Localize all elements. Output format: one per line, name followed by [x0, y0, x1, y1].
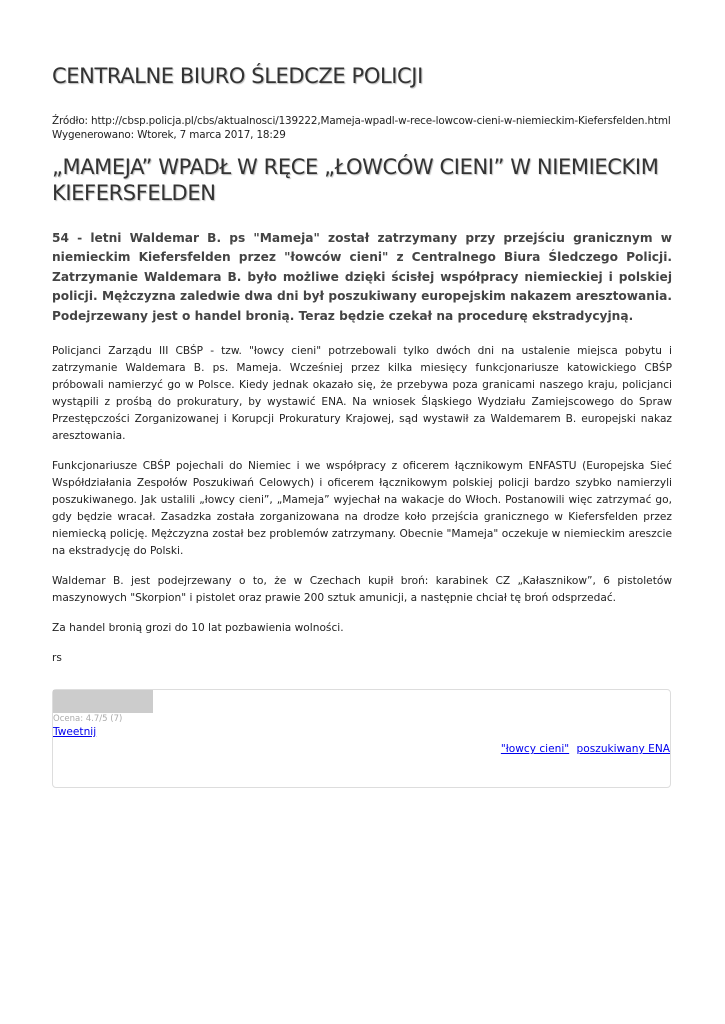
source-line: Źródło: http://cbsp.policja.pl/cbs/aktualnosci/139222,Mameja-wpadl-w-rece-lowcow-cieni-w-niemieckim-Kiefersfelden.html — [52, 115, 671, 127]
rating-text: Ocena: 4.7/5 (7) — [53, 714, 123, 724]
article-lead: 54 - letni Waldemar B. ps "Mameja" został zatrzymany przy przejściu granicznym w niemieckim Kiefersfelden przez "łowców cieni" z Centralnego Biura Śledczego Policji. Zatrzymanie Waldemara B. było możliwe dzięki ścisłej współpracy niemieckiej i polskiej policji. Mężczyzna zaledwie dwa dni był poszukiwany europejskim nakazem aresztowania. Podejrzewany jest o handel bronią. Teraz będzie czekał na procedurę ekstradycyjną. — [52, 231, 672, 323]
article-title: „MAMEJA” WPADŁ W RĘCE „ŁOWCÓW CIENI” W NIEMIECKIM KIEFERSFELDEN — [52, 155, 659, 205]
tweet-link[interactable]: Tweetnij — [53, 726, 97, 738]
article-footer — [52, 689, 671, 788]
author-initials: rs — [52, 652, 62, 664]
article-paragraph: Waldemar B. jest podejrzewany o to, że w Czechach kupił broń: karabinek CZ „Kałasznikow”, 6 pistoletów maszynowych "Skorpion" i pistolet oraz prawie 200 sztuk amunicji, a następnie chciał tę broń odsprzedać. — [52, 575, 672, 604]
article-paragraph: Policjanci Zarządu III CBŚP - tzw. "łowcy cieni" potrzebowali tylko dwóch dni na ustalenie miejsca pobytu i zatrzymanie Waldemara B. ps. Mameja. Wcześniej przez kilka miesięcy funkcjonariusze katowickiego CBŚP próbowali namierzyć go w Polsce. Kiedy jednak okazało się, że przebywa poza granicami naszego kraju, policjanci wystąpili z prośbą do prokuratury, by wystawić ENA. Na wniosek Śląskiego Wydziału Zamiejscowego do Spraw Przestępczości Zorganizowanej i Korupcji Prokuratury Krajowej, sąd wystawił za Waldemarem B. europejski nakaz aresztowania. — [52, 345, 672, 442]
article-body — [52, 343, 672, 667]
tag-lowcy-cieni[interactable]: "łowcy cieni" — [500, 743, 570, 755]
tag-poszukiwany-ena[interactable]: poszukiwany ENA — [576, 743, 670, 755]
article-paragraph: Funkcjonariusze CBŚP pojechali do Niemiec i we współpracy z oficerem łącznikowym ENFASTU (Europejska Sieć Współdziałania Zespołów Poszukiwań Celowych) i oficerem łącznikowym polskiej policji bardzo szybko namierzyli poszukiwanego. Jak ustalili „łowcy cieni”, „Mameja” wyjechał na wakacje do Włoch. Postanowili więc zatrzymać go, gdy będzie wracał. Zasadzka została zorganizowana na drodze koło przejścia granicznego w Kiefersfelden przez niemiecką policję. Mężczyzna został bez problemów zatrzymany. Obecnie "Mameja" oczekuje w niemieckim areszcie na ekstradycję do Polski. — [52, 460, 672, 557]
rating-stars-widget[interactable] — [53, 690, 153, 713]
generated-line: Wygenerowano: Wtorek, 7 marca 2017, 18:29 — [52, 129, 286, 141]
tags-list — [497, 743, 670, 755]
article-paragraph: Za handel bronią grozi do 10 lat pozbawienia wolności. — [52, 622, 344, 634]
site-title: CENTRALNE BIURO ŚLEDCZE POLICJI — [52, 64, 423, 88]
meta-info — [52, 114, 671, 142]
